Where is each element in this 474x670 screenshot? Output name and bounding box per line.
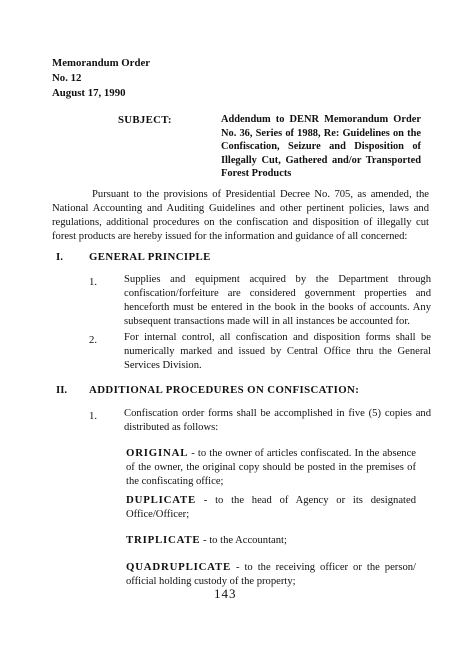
item-number: 2. bbox=[89, 334, 98, 346]
memorandum-date: August 17, 1990 bbox=[52, 86, 126, 99]
memorandum-header bbox=[52, 56, 150, 100]
copy-label: TRIPLICATE bbox=[126, 534, 201, 546]
copy-distribution-duplicate bbox=[126, 494, 416, 522]
item-number: 1. bbox=[89, 410, 98, 422]
item-text: Confiscation order forms shall be accomplished in five (5) copies and distributed as follows: bbox=[124, 408, 431, 433]
section-number: II. bbox=[56, 384, 68, 396]
copy-description: - to the receiving officer or the person/ official holding custody of the property; bbox=[126, 562, 416, 587]
section-title: GENERAL PRINCIPLE bbox=[89, 251, 211, 263]
item-number: 1. bbox=[89, 276, 98, 288]
copy-label: ORIGINAL bbox=[126, 447, 189, 459]
copy-distribution-triplicate bbox=[126, 534, 416, 548]
page-number: 143 bbox=[214, 586, 237, 601]
section-title: ADDITIONAL PROCEDURES ON CONFISCATION: bbox=[89, 384, 360, 396]
memorandum-number: No. 12 bbox=[52, 71, 82, 84]
subject-label: SUBJECT: bbox=[118, 114, 172, 126]
copy-distribution-quadruplicate bbox=[126, 561, 416, 589]
item-text: For internal control, all confiscation and disposition forms shall be numerically marked and issued by Central Office thru the General Services Division. bbox=[124, 332, 431, 371]
copy-description: - to the Accountant; bbox=[200, 535, 287, 546]
subject-text: Addendum to DENR Memorandum Order No. 36, Series of 1988, Re: Guidelines on the Confiscation, Seizure and Disposition of Illegally Cut, Gathered and/or Transported Forest Products bbox=[221, 114, 421, 180]
copy-description: - to the head of Agency or its designated Office/Officer; bbox=[126, 495, 416, 520]
memorandum-title: Memorandum Order bbox=[52, 57, 151, 69]
section-number: I. bbox=[56, 251, 63, 263]
item-text: Supplies and equipment acquired by the Department through confiscation/forfeiture are considered government properties and henceforth must be entered in the book in the books of accounts. Any subsequent transactions made will in all instances be accounted for. bbox=[124, 274, 431, 327]
copy-distribution-original bbox=[126, 447, 416, 489]
copy-description: - to the owner of articles confiscated. In the absence of the owner, the original copy should be posted in the premises of the confiscating office; bbox=[126, 448, 416, 487]
copy-label: DUPLICATE bbox=[126, 494, 196, 506]
copy-label: QUADRUPLICATE bbox=[126, 561, 231, 573]
intro-paragraph: Pursuant to the provisions of Presidential Decree No. 705, as amended, the National Accounting and Auditing Guidelines and other pertinent policies, laws and regulations, additional procedures on the confiscation and disposition of illegally cut forest products are hereby issued for the information and guidance of all concerned: bbox=[52, 189, 429, 242]
